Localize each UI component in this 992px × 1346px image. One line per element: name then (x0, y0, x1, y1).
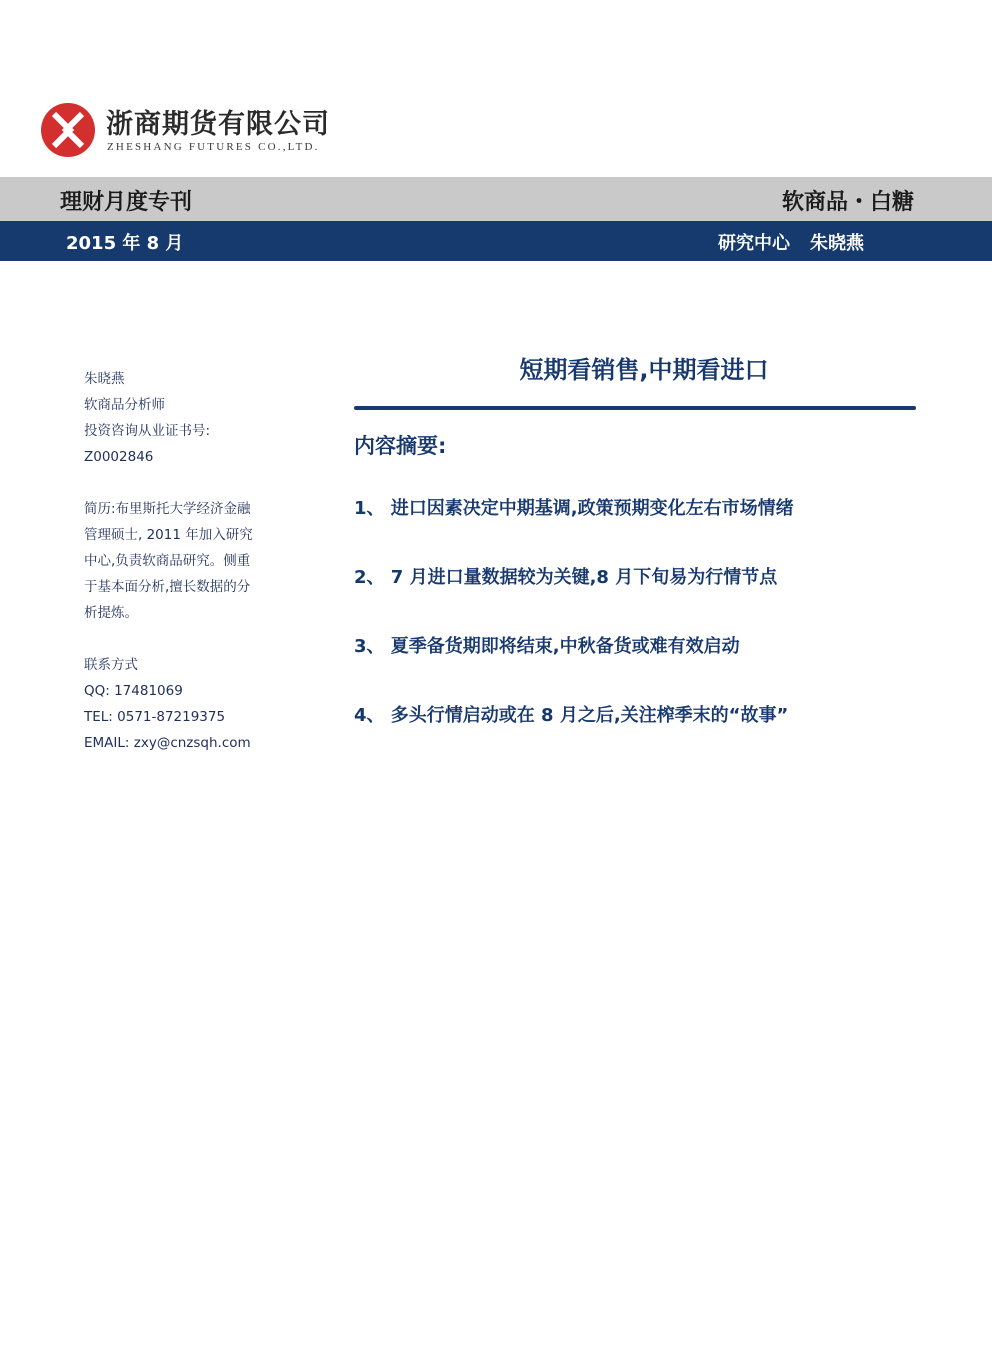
report-title: 短期看销售,中期看进口 (519, 356, 769, 384)
category-label: 软商品・白糖 (781, 190, 914, 215)
department-author (718, 229, 864, 255)
company-name-en: ZHESHANG FUTURES CO.,LTD. (107, 141, 320, 153)
summary-point: 3、 夏季备货期即将结束,中秋备货或难有效启动 (354, 636, 740, 657)
company-logo (40, 100, 340, 162)
title-divider (354, 406, 916, 410)
header-blue-bar (0, 221, 992, 261)
contact-label: 联系方式 (84, 657, 138, 673)
summary-point: 4、 多头行情启动或在 8 月之后,关注榨季末的“故事” (354, 705, 789, 726)
summary-heading: 内容摘要: (354, 434, 447, 458)
contact-tel: TEL: 0571-87219375 (84, 709, 226, 725)
summary-points (354, 494, 954, 770)
analyst-role: 软商品分析师 (84, 397, 165, 413)
report-date: 2015 年 8 月 (66, 233, 184, 254)
bio-line: 析提炼。 (84, 605, 138, 621)
author-label: 朱晓燕 (810, 233, 864, 254)
bio-line: 简历:布里斯托大学经济金融 (84, 501, 251, 517)
bio-line: 中心,负责软商品研究。侧重 (84, 553, 251, 569)
bio-line: 于基本面分析,擅长数据的分 (84, 579, 251, 595)
analyst-sidebar (84, 366, 284, 756)
department-label: 研究中心 (718, 233, 790, 254)
company-name-cn: 浙商期货有限公司 (106, 109, 330, 140)
summary-point: 2、 7 月进口量数据较为关键,8 月下旬易为行情节点 (354, 567, 778, 588)
cert-number: Z0002846 (84, 449, 154, 465)
contact-email: EMAIL: zxy@cnzsqh.com (84, 735, 251, 751)
contact-qq: QQ: 17481069 (84, 683, 183, 699)
summary-point: 1、 进口因素决定中期基调,政策预期变化左右市场情绪 (354, 498, 794, 519)
header-gray-bar (0, 177, 992, 221)
analyst-name: 朱晓燕 (84, 371, 125, 387)
bio-line: 管理硕士, 2011 年加入研究 (84, 527, 253, 543)
cert-label: 投资咨询从业证书号: (84, 423, 211, 439)
company-logo-icon (40, 102, 96, 158)
publication-title: 理财月度专刊 (60, 190, 193, 215)
